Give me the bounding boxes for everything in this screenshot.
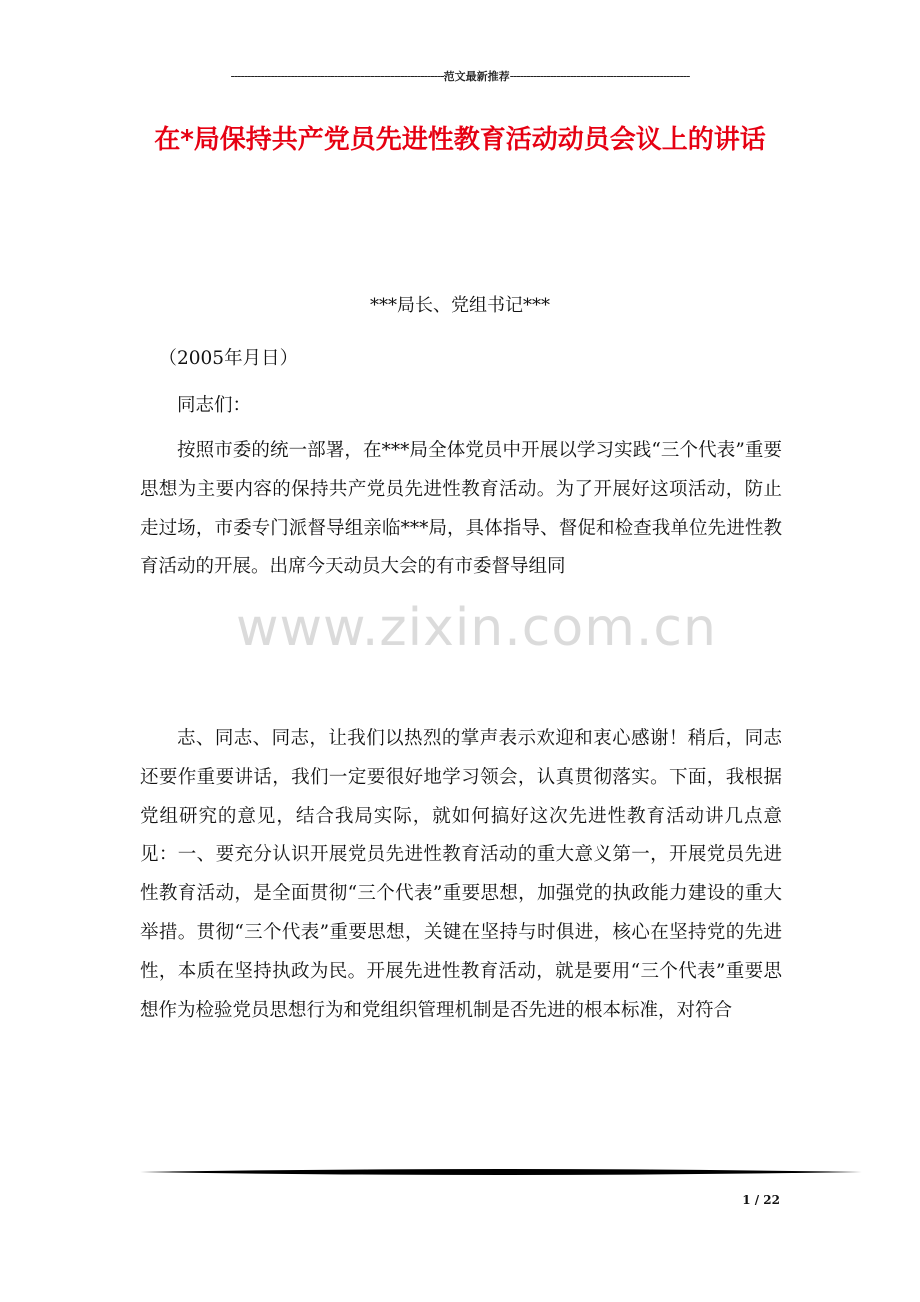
header-dashes-left: ---------------------------------------------------------------- [230,69,444,83]
date-line: （2005年月日） [158,348,299,369]
page-number: 1 / 22 [742,1193,780,1207]
author-line: ***局长、党组书记*** [370,295,550,316]
body-paragraph-2: 志、同志、同志，让我们以热烈的掌声表示欢迎和衷心感谢！稍后，同志还要作重要讲话，我们一定要很好地学习领会，认真贯彻落实。下面，我根据党组研究的意见，结合我局实际，就如何搞好这次先进性教育活动讲几点意见：一、要充分认识开展党员先进性教育活动的重大意义第一，开展党员先进性教育活动，是全面贯彻“三个代表”重要思想，加强党的执政能力建设的重大举措。贯彻“三个代表”重要思想，关键在坚持与时俱进，核心在坚持党的先进性，本质在坚持执政为民。开展先进性教育活动，就是要用“三个代表”重要思想作为检验党员思想行为和党组织管理机制是否先进的根本标准，对符合 [140,728,782,1021]
header-label: 范文最新推荐 [443,70,510,83]
greeting: 同志们： [177,395,252,416]
page-header [140,68,780,84]
footer-rule [140,1168,862,1176]
watermark: www.zixin.com.cn [236,598,717,658]
body-paragraph-1: 按照市委的统一部署，在***局全体党员中开展以学习实践“三个代表”重要思想为主要内容的保持共产党员先进性教育活动。为了开展好这项活动，防止走过场，市委专门派督导组亲临***局，具体指导、督促和检查我单位先进性教育活动的开展。出席今天动员大会的有市委督导组同 [140,440,782,578]
header-dashes-right: ------------------------------------------------------ [509,69,690,83]
document-title: 在*局保持共产党员先进性教育活动动员会议上的讲话 [154,125,766,155]
